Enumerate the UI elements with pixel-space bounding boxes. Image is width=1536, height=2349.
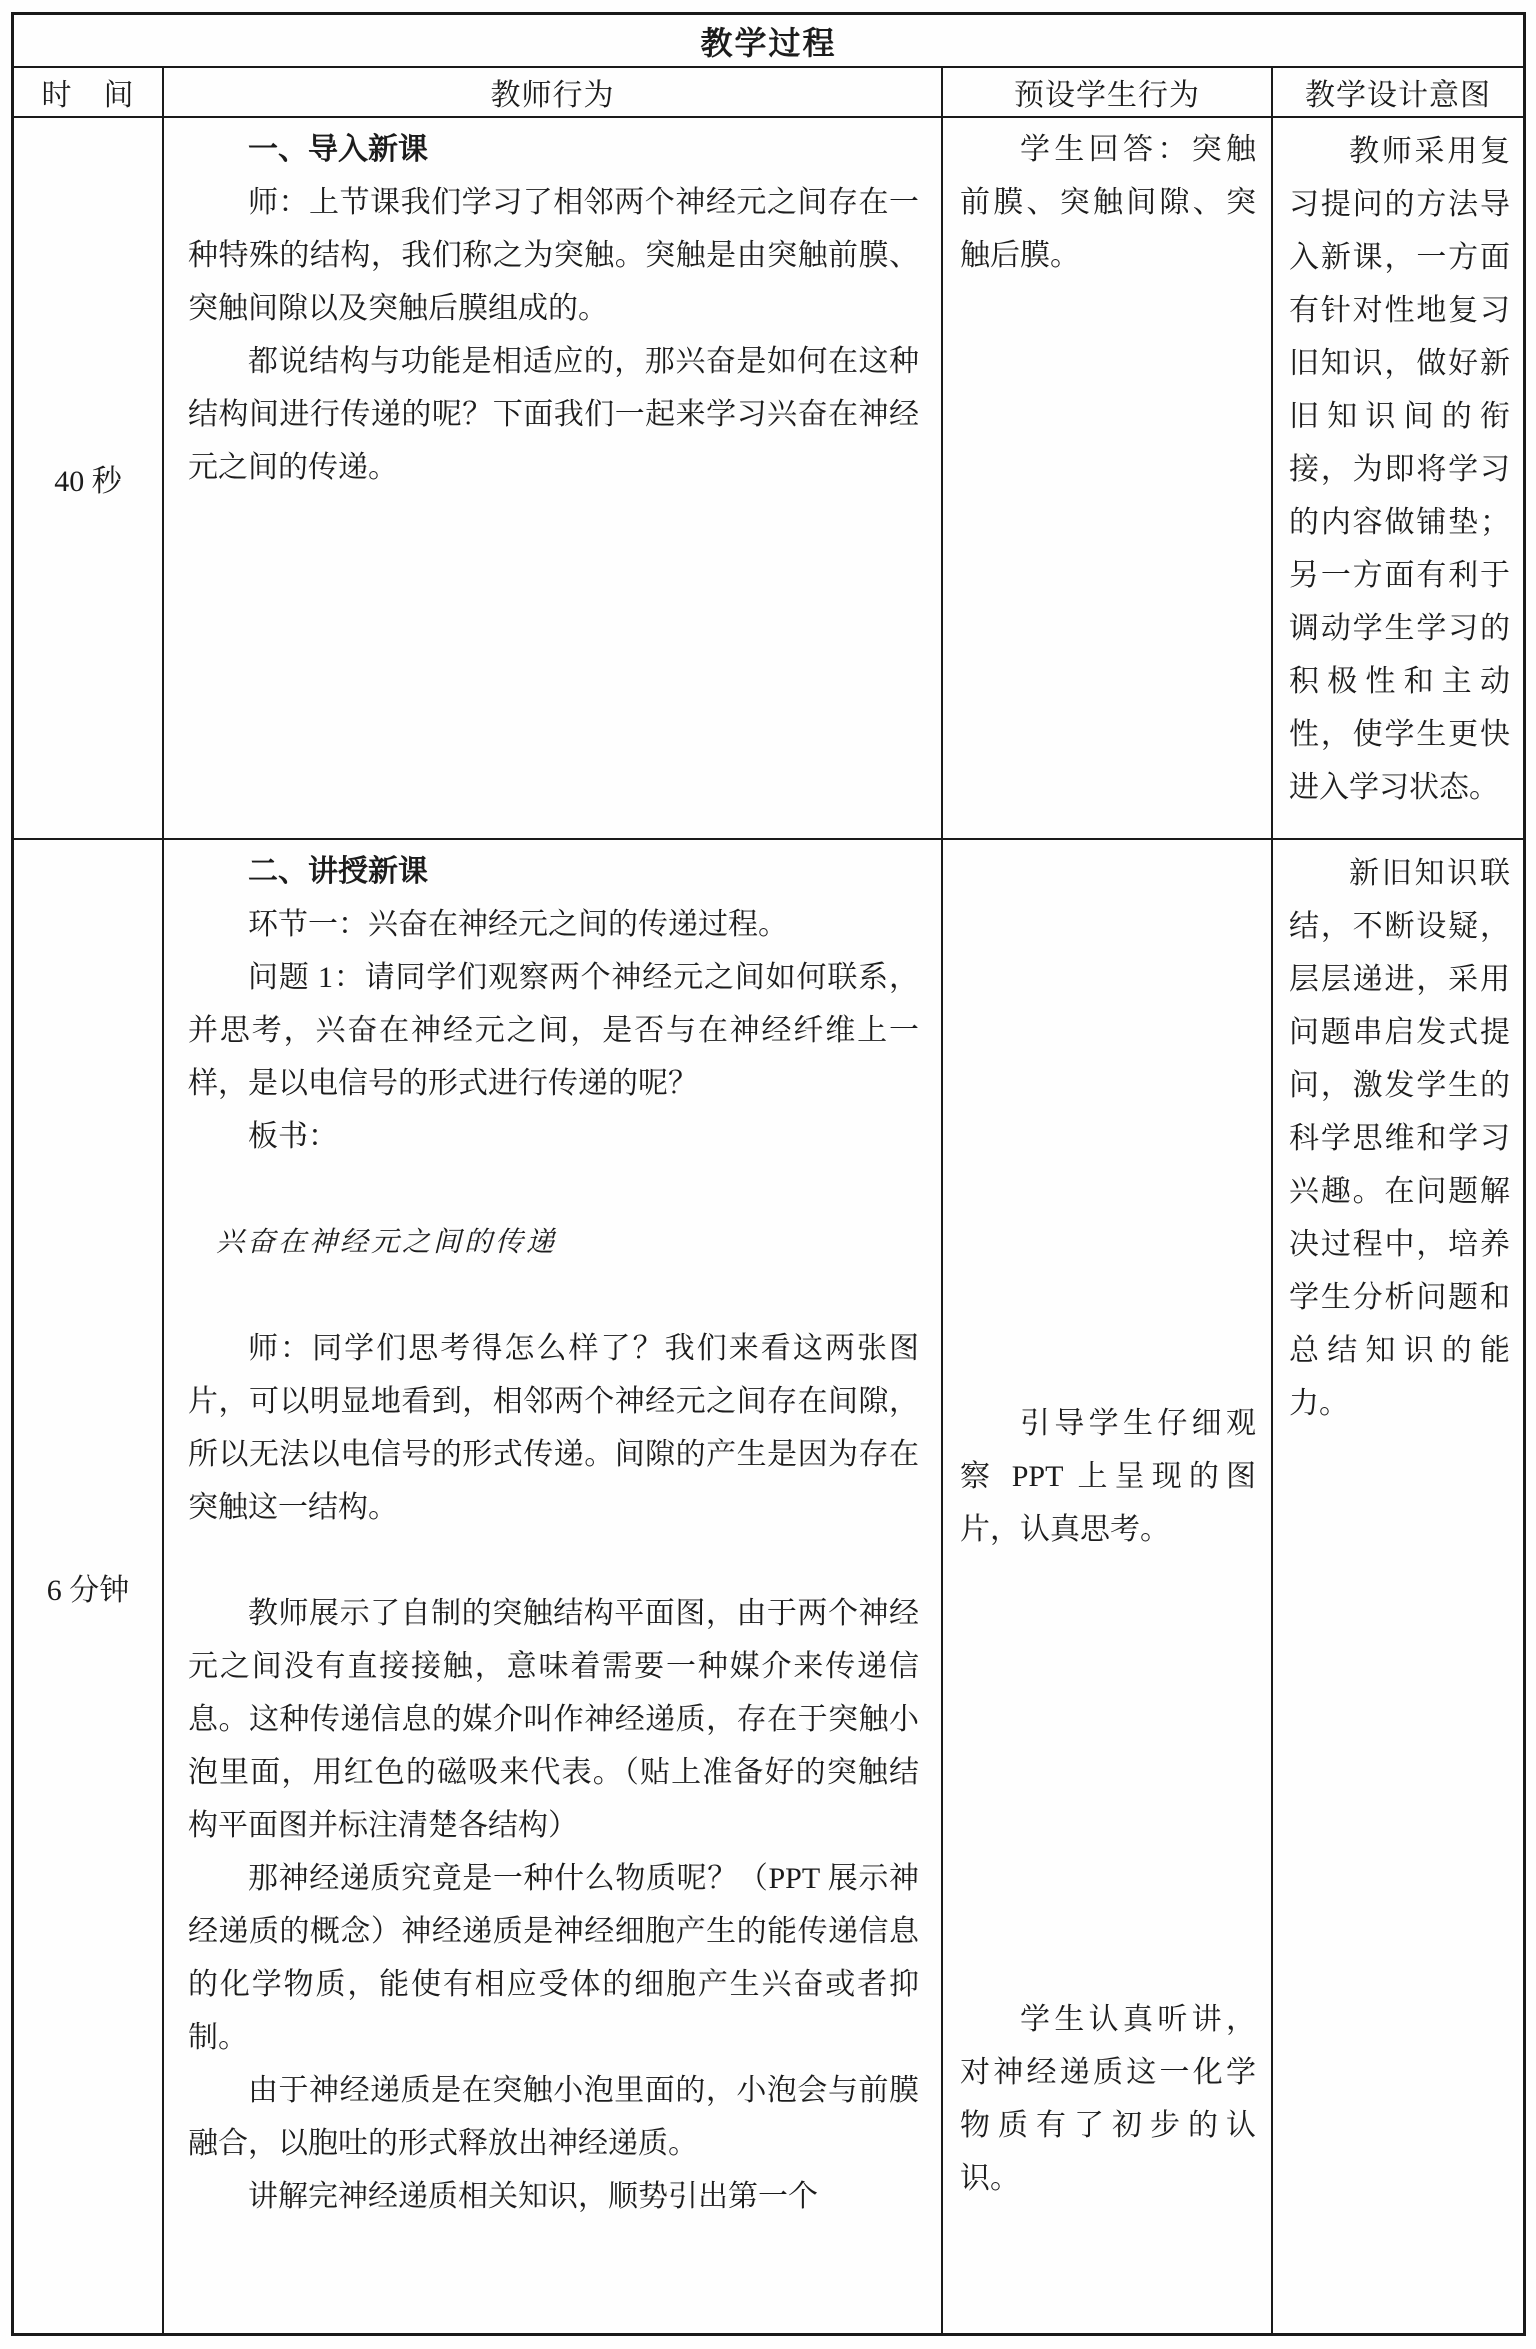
row2-teacher-heading: 二、讲授新课 bbox=[248, 855, 428, 888]
row1-intent-cell bbox=[1271, 116, 1523, 838]
row2-teacher-paragraph: 板书： bbox=[248, 1120, 338, 1153]
row2-intent-cell bbox=[1271, 838, 1523, 2333]
row2-time-cell: 6 分钟 bbox=[14, 838, 162, 2333]
col-header-student: 预设学生行为 bbox=[941, 66, 1271, 116]
row2-teacher-paragraph: 教师展示了自制的突触结构平面图，由于两个神经元之间没有直接接触，意味着需要一种媒介来传递信息。这种传递信息的媒介叫作神经递质，存在于突触小泡里面，用红色的磁吸来代表。（贴上准备好的突触结构平面图并标注清楚各结构） bbox=[188, 1597, 919, 1842]
col-header-time: 时 间 bbox=[14, 66, 162, 116]
row1-intent-paragraph: 教师采用复习提问的方法导入新课，一方面有针对性地复习旧知识，做好新旧知识间的衔接，为即将学习的内容做铺垫；另一方面有利于调动学生学习的积极性和主动性，使学生更快进入学习状态。 bbox=[1289, 135, 1510, 804]
teaching-process-table bbox=[11, 12, 1526, 2336]
col-header-intent: 教学设计意图 bbox=[1271, 66, 1523, 116]
row1-teacher-paragraph: 都说结构与功能是相适应的，那兴奋是如何在这种结构间进行传递的呢？下面我们一起来学习兴奋在神经元之间的传递。 bbox=[188, 345, 919, 484]
row2-student-cell bbox=[941, 838, 1271, 2333]
row2-teacher-board-note: 兴奋在神经元之间的传递 bbox=[216, 1227, 558, 1258]
row2-student-paragraph: 引导学生仔细观察 PPT 上呈现的图片，认真思考。 bbox=[960, 1407, 1256, 1546]
table-title: 教学过程 bbox=[700, 24, 837, 61]
row2-teacher-paragraph: 师：同学们思考得怎么样了？我们来看这两张图片，可以明显地看到，相邻两个神经元之间存在间隙，所以无法以电信号的形式传递。间隙的产生是因为存在突触这一结构。 bbox=[188, 1332, 919, 1524]
row2-teacher-paragraph: 问题 1：请同学们观察两个神经元之间如何联系，并思考，兴奋在神经元之间，是否与在神经纤维上一样，是以电信号的形式进行传递的呢？ bbox=[188, 961, 919, 1100]
row2-teacher-paragraph: 环节一：兴奋在神经元之间的传递过程。 bbox=[248, 908, 788, 941]
row1-teacher-cell bbox=[162, 116, 941, 838]
row2-teacher-paragraph: 由于神经递质是在突触小泡里面的，小泡会与前膜融合，以胞吐的形式释放出神经递质。 bbox=[188, 2074, 919, 2160]
row1-teacher-heading: 一、导入新课 bbox=[248, 133, 428, 166]
row1-student-paragraph: 学生回答：突触前膜、突触间隙、突触后膜。 bbox=[960, 133, 1256, 272]
row2-teacher-paragraph: 讲解完神经递质相关知识，顺势引出第一个 bbox=[248, 2180, 818, 2213]
row1-student-cell bbox=[941, 116, 1271, 838]
row2-intent-paragraph: 新旧知识联结，不断设疑，层层递进，采用问题串启发式提问，激发学生的科学思维和学习兴趣。在问题解决过程中，培养学生分析问题和总结知识的能力。 bbox=[1289, 857, 1510, 1420]
row1-teacher-paragraph: 师：上节课我们学习了相邻两个神经元之间存在一种特殊的结构，我们称之为突触。突触是由突触前膜、突触间隙以及突触后膜组成的。 bbox=[188, 186, 919, 325]
row1-time-cell: 40 秒 bbox=[14, 116, 162, 838]
row2-teacher-paragraph: 那神经递质究竟是一种什么物质呢？（PPT 展示神经递质的概念）神经递质是神经细胞产生的能传递信息的化学物质，能使有相应受体的细胞产生兴奋或者抑制。 bbox=[188, 1862, 919, 2054]
row2-teacher-cell bbox=[162, 838, 941, 2333]
col-header-teacher: 教师行为 bbox=[162, 66, 941, 116]
row2-student-paragraph: 学生认真听讲，对神经递质这一化学物质有了初步的认识。 bbox=[960, 2003, 1256, 2195]
